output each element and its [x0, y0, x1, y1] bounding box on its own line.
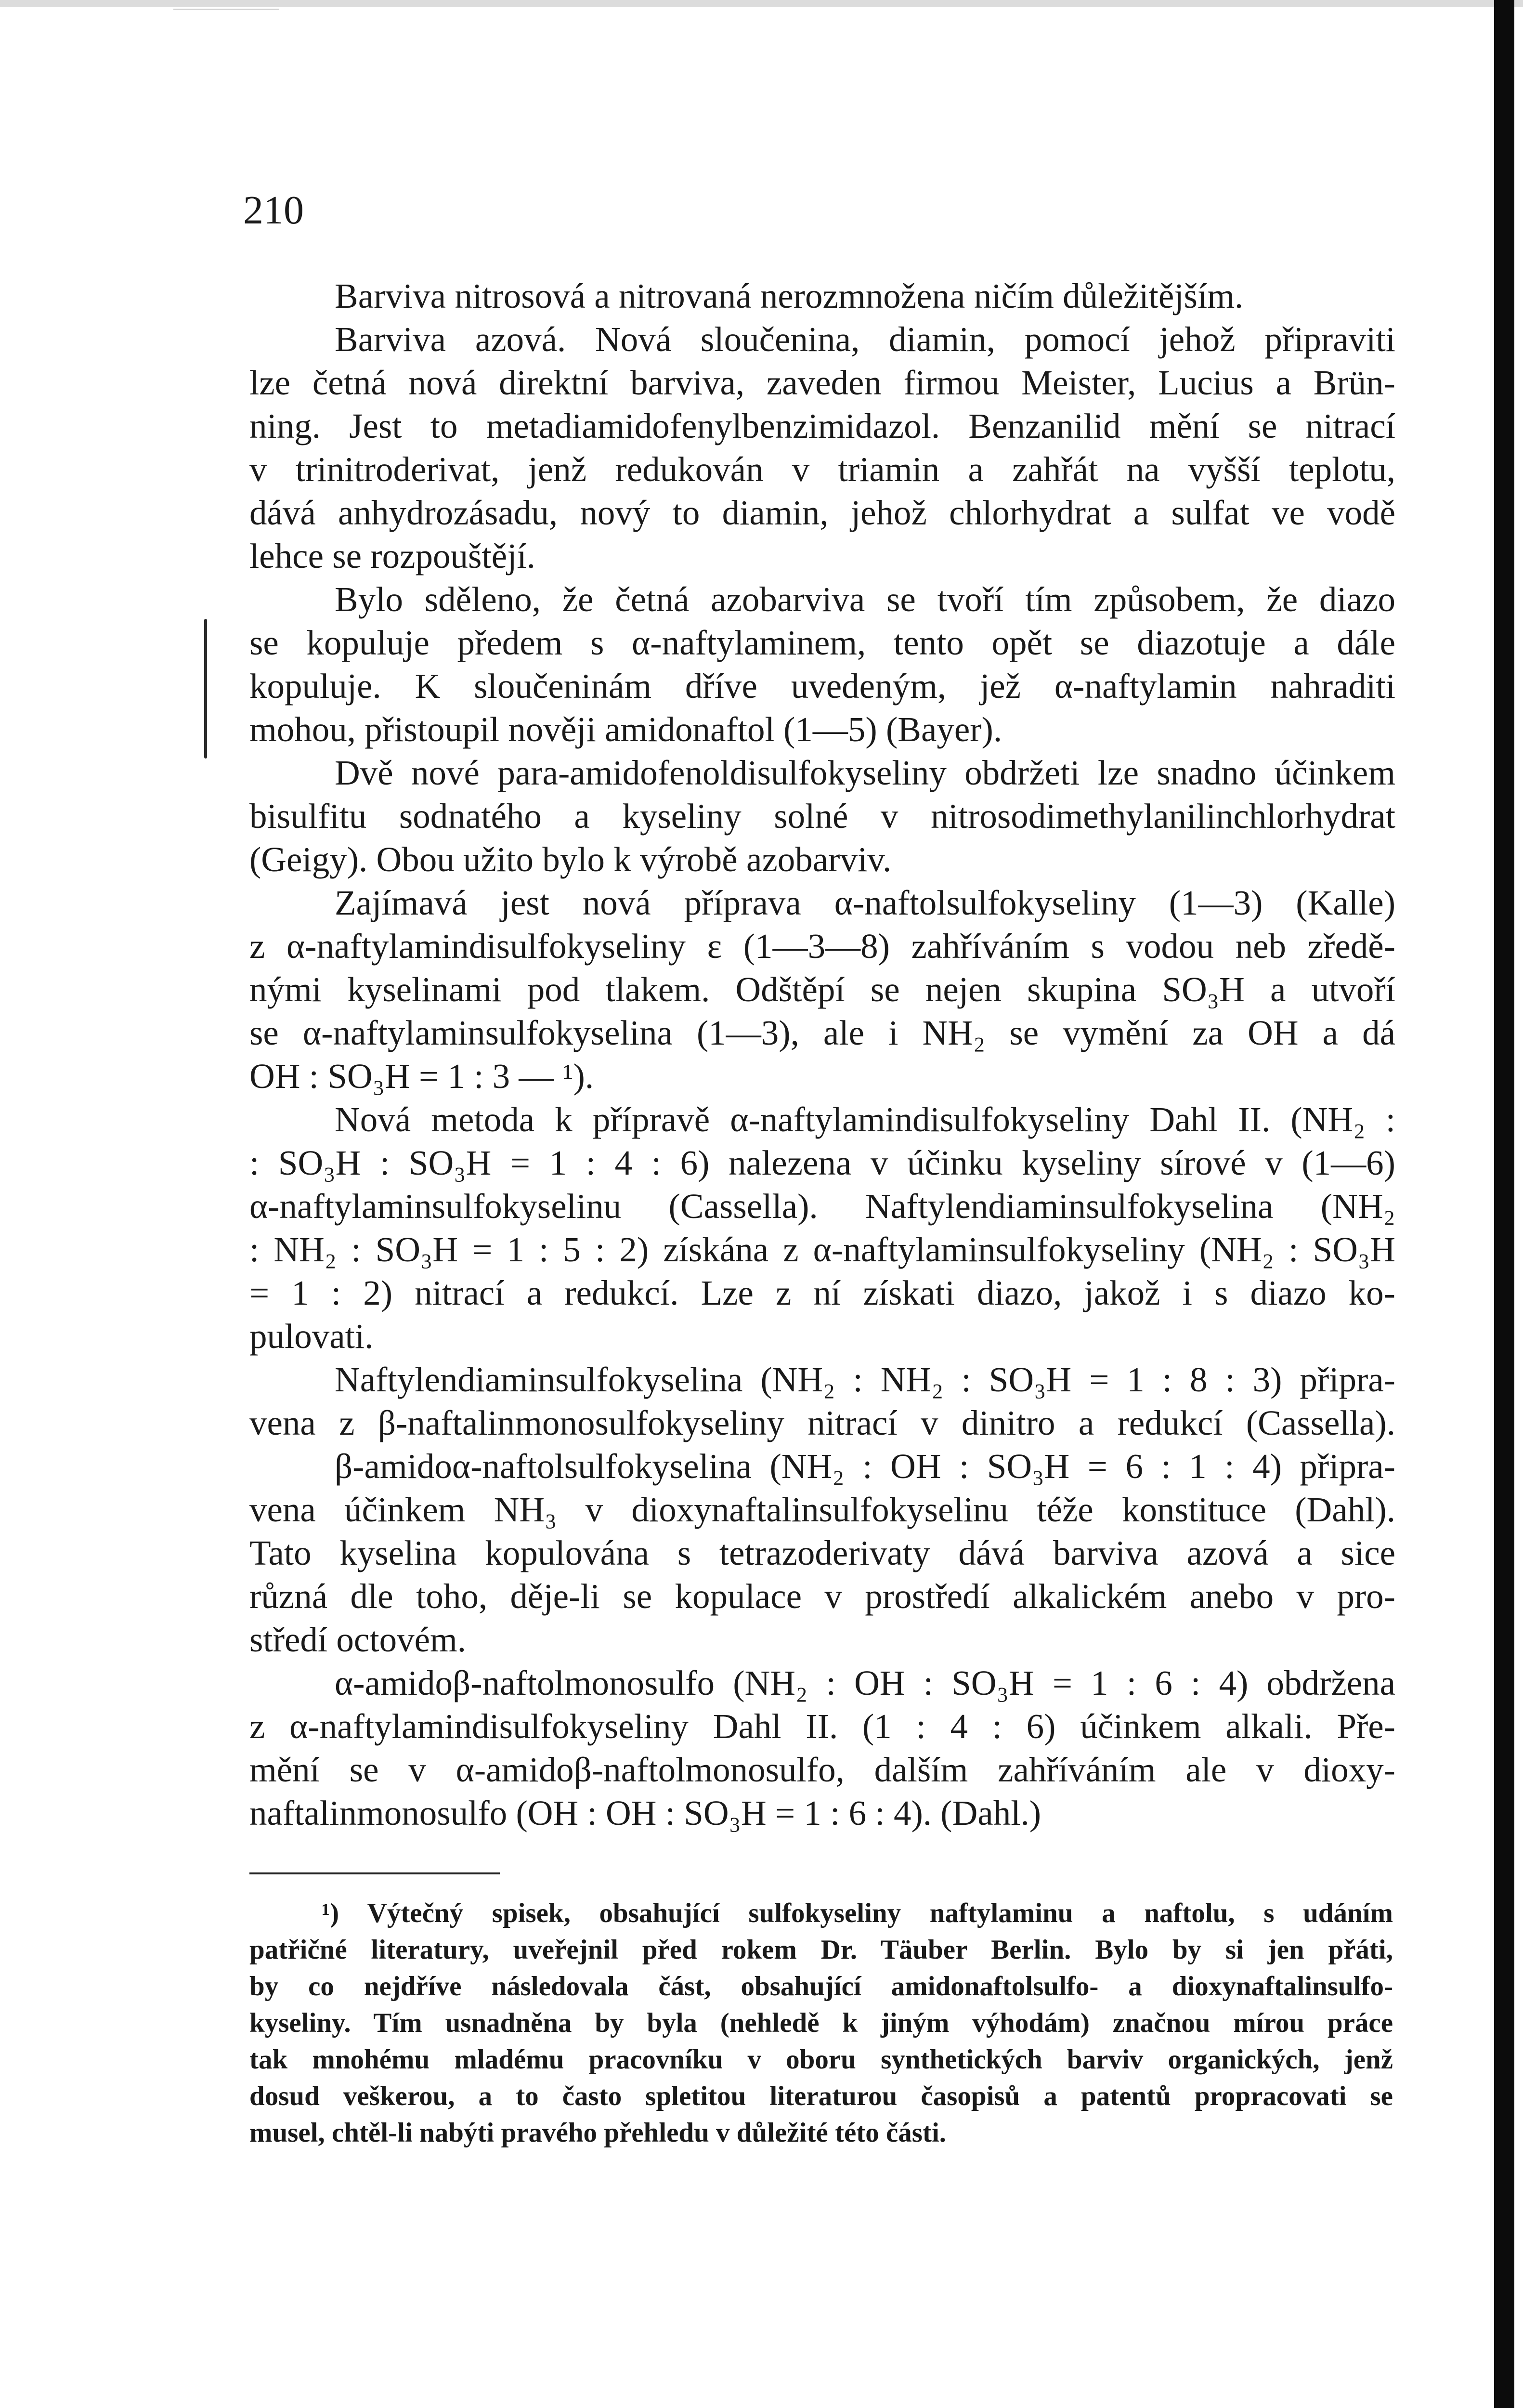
body-line: Dvě nové para-amidofenoldisulfokyseliny obdržeti lze snadno účinkem: [335, 753, 1395, 792]
body-line: lehce se rozpouštějí.: [249, 537, 535, 576]
body-line: z α-naftylamindisulfokyseliny Dahl II. (1 : 4 : 6) účinkem alkali. Pře-: [249, 1707, 1395, 1746]
body-line: v trinitroderivat, jenž redukován v triamin a zahřát na vyšší teplotu,: [249, 450, 1395, 489]
footnote-line: patřičné literatury, uveřejnil před rokem Dr. Täuber Berlin. Bylo by si jen přáti,: [249, 1935, 1393, 1965]
body-line: : NH₂ : SO₃H = 1 : 5 : 2) získána z α-naftylaminsulfokyseliny (NH₂ : SO₃H: [249, 1230, 1395, 1269]
body-line: mohou, přistoupil nověji amidonaftol (1—5) (Bayer).: [249, 710, 1002, 749]
body-line: vena účinkem NH₃ v dioxynaftalinsulfokyselinu téže konstituce (Dahl).: [249, 1490, 1395, 1529]
body-line: naftalinmonosulfo (OH : OH : SO₃H = 1 : 6 : 4). (Dahl.): [249, 1793, 1041, 1832]
body-line: OH : SO₃H = 1 : 3 — ¹).: [249, 1057, 594, 1096]
body-line: Bylo sděleno, že četná azobarviva se tvoří tím způsobem, že diazo: [335, 580, 1395, 619]
scan-right-border: [1494, 0, 1514, 2408]
footnote-line: kyseliny. Tím usnadněna by byla (nehledě k jiným výhodám) značnou mírou práce: [249, 2008, 1393, 2038]
body-line: z α-naftylamindisulfokyseliny ε (1—3—8) zahříváním s vodou neb zředě-: [249, 927, 1395, 966]
body-line: kopuluje. K sloučeninám dříve uvedeným, jež α-naftylamin nahraditi: [249, 667, 1395, 706]
body-line: bisulfitu sodnatého a kyseliny solné v nitrosodimethylanilinchlorhydrat: [249, 797, 1395, 836]
footnote-line: musel, chtěl-li nabýti pravého přehledu v důležité této části.: [249, 2118, 947, 2148]
footnote-line: tak mnohému mladému pracovníku v oboru synthetických barviv organických, jenž: [249, 2044, 1393, 2075]
body-line: Naftylendiaminsulfokyselina (NH₂ : NH₂ : SO₃H = 1 : 8 : 3) připra-: [335, 1360, 1395, 1399]
body-line: Zajímavá jest nová příprava α-naftolsulfokyseliny (1—3) (Kalle): [335, 883, 1395, 922]
body-line: pulovati.: [249, 1317, 374, 1356]
body-line: (Geigy). Obou užito bylo k výrobě azobarviv.: [249, 840, 892, 879]
scan-corner-mark: [173, 9, 279, 10]
page-number: 210: [243, 188, 304, 233]
body-line: β-amidoα-naftolsulfokyselina (NH₂ : OH : SO₃H = 6 : 1 : 4) připra-: [335, 1447, 1395, 1486]
margin-pencil-mark: [204, 619, 207, 759]
body-line: ning. Jest to metadiamidofenylbenzimidazol. Benzanilid mění se nitrací: [249, 406, 1395, 445]
body-line: Tato kyselina kopulována s tetrazoderivaty dává barviva azová a sice: [249, 1533, 1395, 1572]
body-line: Nová metoda k přípravě α-naftylamindisulfokyseliny Dahl II. (NH₂ :: [335, 1100, 1395, 1139]
footnote-line: dosud veškerou, a to často spletitou literaturou časopisů a patentů propracovati se: [249, 2081, 1393, 2111]
body-line: mění se v α-amidoβ-naftolmonosulfo, dalším zahříváním ale v dioxy-: [249, 1750, 1395, 1789]
body-text: [249, 275, 1395, 1835]
footnote-line: ¹) Výtečný spisek, obsahující sulfokyseliny naftylaminu a naftolu, s udáním: [322, 1898, 1393, 1928]
body-line: středí octovém.: [249, 1620, 467, 1659]
scan-top-edge: [0, 0, 1523, 7]
body-line: různá dle toho, děje-li se kopulace v prostředí alkalickém anebo v pro-: [249, 1577, 1395, 1616]
body-line: = 1 : 2) nitrací a redukcí. Lze z ní získati diazo, jakož i s diazo ko-: [249, 1273, 1395, 1312]
body-line: : SO₃H : SO₃H = 1 : 4 : 6) nalezena v účinku kyseliny sírové v (1—6): [249, 1143, 1395, 1182]
body-line: vena z β-naftalinmonosulfokyseliny nitrací v dinitro a redukcí (Cassella).: [249, 1403, 1395, 1442]
body-line: se kopuluje předem s α-naftylaminem, tento opět se diazotuje a dále: [249, 623, 1395, 662]
footnotes: [249, 1895, 1393, 2151]
body-line: Barviva azová. Nová sloučenina, diamin, pomocí jehož připraviti: [335, 320, 1395, 359]
footnote-line: by co nejdříve následovala část, obsahující amidonaftolsulfo- a dioxynaftalinsulfo-: [249, 1971, 1393, 2002]
body-line: lze četná nová direktní barviva, zaveden firmou Meister, Lucius a Brün-: [249, 363, 1395, 402]
body-line: α-naftylaminsulfokyselinu (Cassella). Naftylendiaminsulfokyselina (NH₂: [249, 1187, 1395, 1226]
body-line: dává anhydrozásadu, nový to diamin, jehož chlorhydrat a sulfat ve vodě: [249, 493, 1395, 532]
footnote-rule: [249, 1872, 500, 1874]
body-line: nými kyselinami pod tlakem. Odštěpí se nejen skupina SO₃H a utvoří: [249, 970, 1395, 1009]
body-line: se α-naftylaminsulfokyselina (1—3), ale i NH₂ se vymění za OH a dá: [249, 1013, 1395, 1052]
body-line: α-amidoβ-naftolmonosulfo (NH₂ : OH : SO₃H = 1 : 6 : 4) obdržena: [335, 1663, 1395, 1702]
body-line: Barviva nitrosová a nitrovaná nerozmnožena ničím důležitějším.: [335, 276, 1244, 315]
